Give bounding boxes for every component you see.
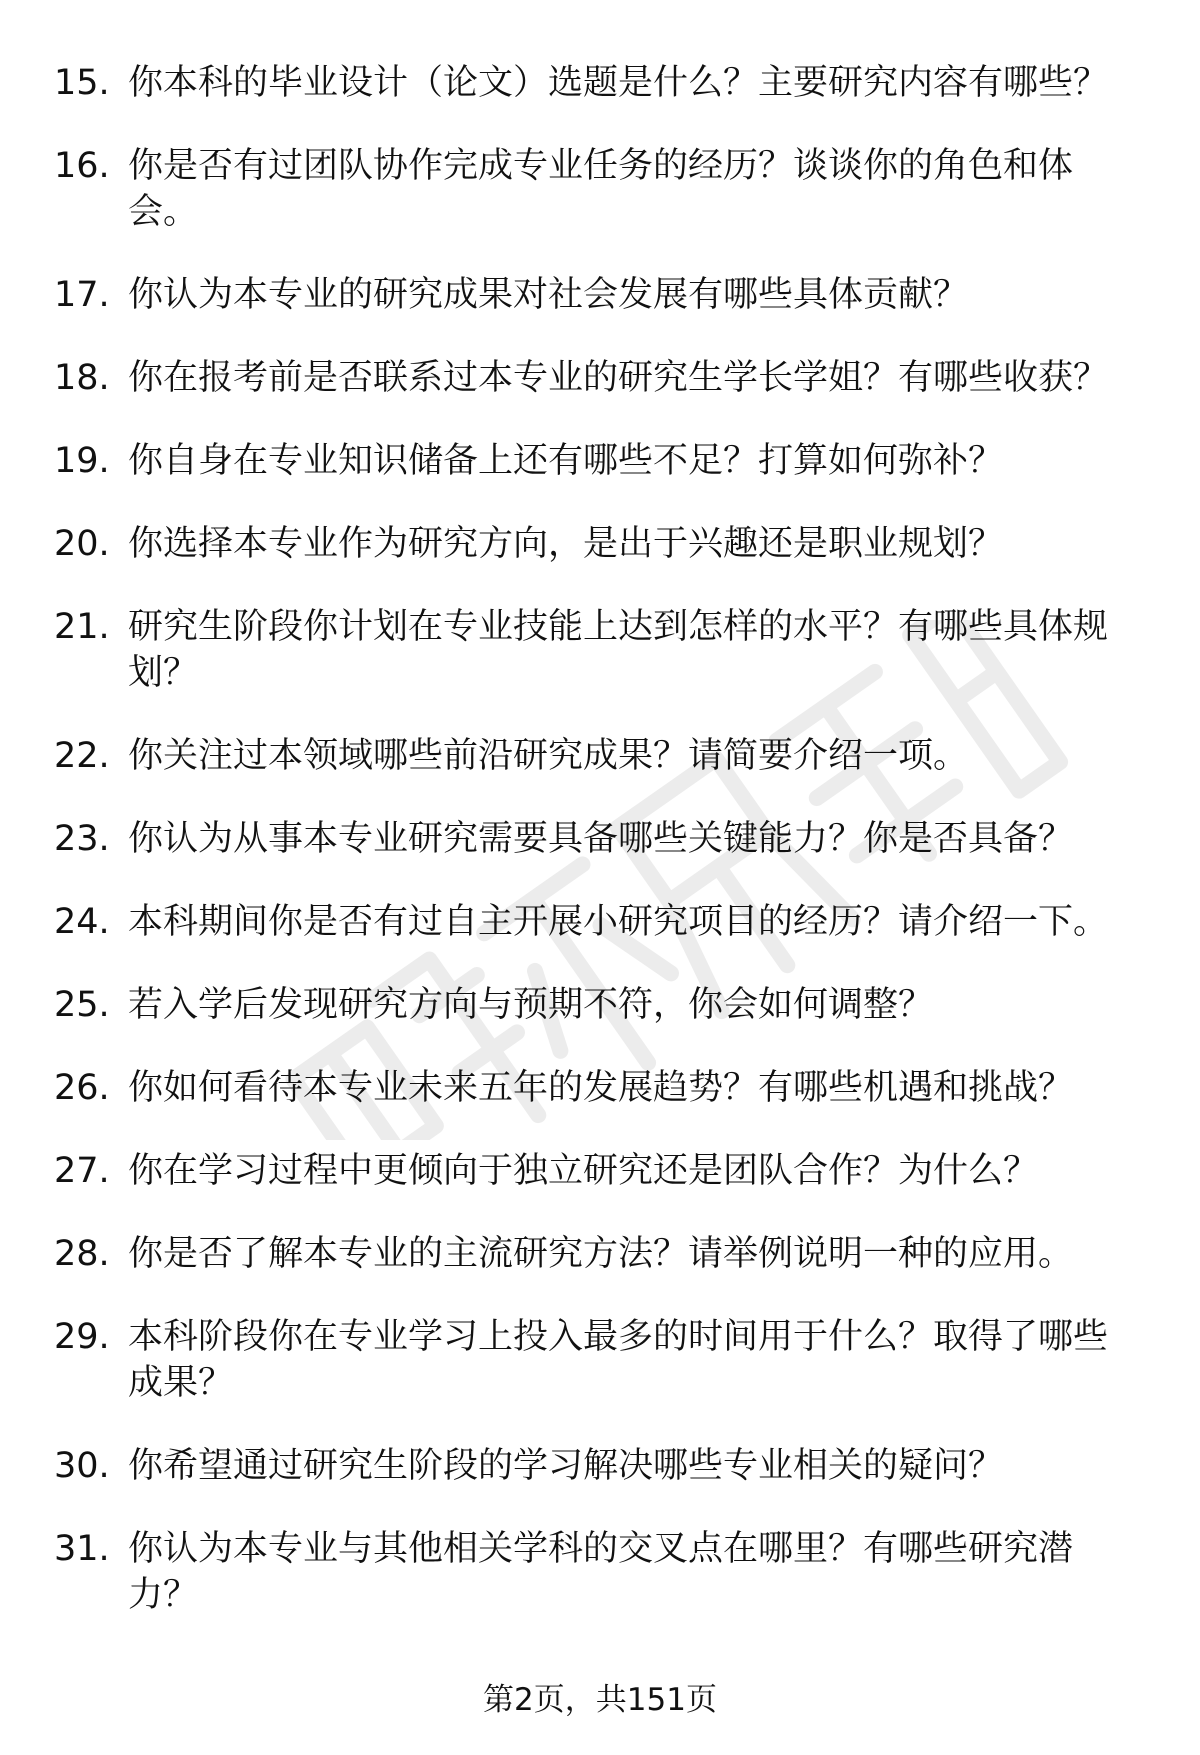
question-text: 你本科的毕业设计（论文）选题是什么？主要研究内容有哪些？: [128, 63, 1109, 103]
question-number: 19.: [54, 441, 110, 481]
question-text: 你认为从事本专业研究需要具备哪些关键能力？你是否具备？: [128, 819, 1074, 859]
question-text: 你希望通过研究生阶段的学习解决哪些专业相关的疑问？: [128, 1446, 1004, 1486]
question-item: [0, 1314, 1200, 1406]
question-item: [0, 604, 1200, 696]
question-number: 29.: [54, 1317, 110, 1357]
question-item: [0, 1148, 1200, 1194]
question-number: 26.: [54, 1068, 110, 1108]
question-text: 你自身在专业知识储备上还有哪些不足？打算如何弥补？: [128, 441, 1004, 481]
question-text: 你认为本专业与其他相关学科的交叉点在哪里？有哪些研究潜力？: [128, 1529, 1074, 1615]
question-number: 23.: [54, 819, 110, 859]
question-text: 你是否了解本专业的主流研究方法？请举例说明一种的应用。: [128, 1234, 1074, 1274]
question-number: 24.: [54, 902, 110, 942]
question-number: 30.: [54, 1446, 110, 1486]
question-number: 16.: [54, 146, 110, 186]
question-item: [0, 1231, 1200, 1277]
question-item: [0, 1065, 1200, 1111]
question-item: [0, 438, 1200, 484]
question-number: 25.: [54, 985, 110, 1025]
question-item: [0, 982, 1200, 1028]
question-item: [0, 521, 1200, 567]
question-text: 你在报考前是否联系过本专业的研究生学长学姐？有哪些收获？: [128, 358, 1109, 398]
question-number: 21.: [54, 607, 110, 647]
question-item: [0, 899, 1200, 945]
question-item: [0, 143, 1200, 235]
question-number: 20.: [54, 524, 110, 564]
question-item: [0, 733, 1200, 779]
question-text: 你如何看待本专业未来五年的发展趋势？有哪些机遇和挑战？: [128, 1068, 1074, 1108]
question-number: 17.: [54, 275, 110, 315]
question-text: 你是否有过团队协作完成专业任务的经历？谈谈你的角色和体会。: [128, 146, 1074, 232]
question-number: 31.: [54, 1529, 110, 1569]
question-text: 你在学习过程中更倾向于独立研究还是团队合作？为什么？: [128, 1151, 1039, 1191]
question-item: [0, 1526, 1200, 1618]
question-number: 15.: [54, 63, 110, 103]
page-footer: 第2页，共151页: [483, 1682, 717, 1718]
question-text: 本科阶段你在专业学习上投入最多的时间用于什么？取得了哪些成果？: [128, 1317, 1109, 1403]
question-item: [0, 816, 1200, 862]
question-item: [0, 1443, 1200, 1489]
question-list: [0, 60, 1200, 1655]
question-item: [0, 272, 1200, 318]
question-text: 本科期间你是否有过自主开展小研究项目的经历？请介绍一下。: [128, 902, 1109, 942]
question-text: 你关注过本领域哪些前沿研究成果？请简要介绍一项。: [128, 736, 969, 776]
question-number: 27.: [54, 1151, 110, 1191]
question-number: 18.: [54, 358, 110, 398]
question-text: 你认为本专业的研究成果对社会发展有哪些具体贡献？: [128, 275, 969, 315]
question-text: 研究生阶段你计划在专业技能上达到怎样的水平？有哪些具体规划？: [128, 607, 1109, 693]
question-text: 若入学后发现研究方向与预期不符，你会如何调整？: [128, 985, 934, 1025]
question-text: 你选择本专业作为研究方向，是出于兴趣还是职业规划？: [128, 524, 1004, 564]
question-number: 22.: [54, 736, 110, 776]
question-number: 28.: [54, 1234, 110, 1274]
question-item: [0, 60, 1200, 106]
question-item: [0, 355, 1200, 401]
